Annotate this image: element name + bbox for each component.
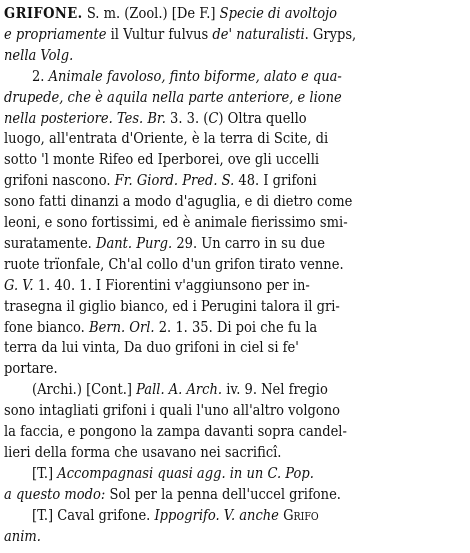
headword: GRIFONE. [4, 4, 83, 22]
entry-text: Animale favoloso, finto biforme, alato e qua- [48, 66, 342, 85]
entry-text: [T.] Caval grifone. [32, 505, 155, 524]
entry-line [4, 357, 400, 379]
entry-line [32, 378, 404, 400]
entry-text: S. m. (Zool.) [De F.] [82, 4, 220, 22]
entry-text: 48. I grifoni [234, 171, 317, 190]
entry-text: grifoni nascono. [4, 171, 115, 190]
entry-text: Sol per la penna dell'uccel grifone. [105, 484, 341, 503]
entry-line [4, 525, 400, 547]
entry-line [4, 232, 400, 254]
entry-line [4, 274, 400, 296]
entry-text: 29. Un carro in su due [172, 233, 325, 252]
entry-text: Specie di avoltojo [219, 4, 337, 22]
entry-line [4, 23, 400, 45]
entry-line [4, 211, 400, 233]
entry-text: sotto 'l monte Rifeo ed Iperborei, ove gli uccelli [4, 150, 320, 169]
entry-line [4, 295, 400, 317]
entry-text: luogo, all'entrata d'Oriente, è la terra di Scite, di [4, 129, 329, 148]
entry-line [4, 399, 400, 421]
entry-text: iv. 9. Nel fregio [222, 380, 328, 399]
entry-line [4, 148, 400, 170]
entry-text: portare. [4, 359, 58, 378]
entry-line [4, 316, 400, 338]
entry-line [4, 169, 400, 191]
entry-text: lieri della forma che usavano nei sacrificî. [4, 442, 282, 461]
entry-text: G. V. [4, 275, 34, 294]
entry-line [4, 441, 400, 463]
entry-line [4, 107, 400, 129]
entry-text: Bern. Orl. [88, 317, 155, 336]
entry-text: Pall. A. Arch. [136, 380, 223, 399]
entry-text: 3. 3. ( [165, 108, 209, 127]
entry-text: 2. [32, 66, 49, 85]
entry-text: 1. 40. 1. I Fiorentini v'aggiunsono per in- [33, 275, 310, 294]
entry-line [32, 65, 404, 87]
entry-text: drupede, che è aquila nella parte anteriore, e lione [4, 87, 342, 106]
entry-text: il Vultur fulvus [106, 24, 213, 43]
entry-line [4, 336, 400, 358]
entry-line [32, 504, 404, 526]
entry-line [4, 44, 400, 66]
entry-text: sono intagliati grifoni i quali l'uno all'altro volgono [4, 401, 341, 420]
entry-line [4, 420, 400, 442]
entry-text: . Gryps, [304, 24, 357, 43]
entry-line [4, 190, 400, 212]
entry-text: ) Oltra quello [218, 108, 307, 127]
entry-line [4, 253, 400, 275]
entry-line [32, 462, 404, 484]
entry-text: nella Volg. [4, 45, 74, 64]
entry-text: leoni, e sono fortissimi, ed è animale fierissimo smi- [4, 213, 348, 231]
entry-text: de' naturalisti [212, 24, 305, 43]
entry-text: terra da lui vinta, Da duo grifoni in ciel si fe' [4, 338, 299, 357]
entry-text: fone bianco. [4, 317, 89, 336]
entry-text: sono fatti dinanzi a modo d'aguglia, e di dietro come [4, 192, 353, 211]
entry-text: la faccia, e pongono la zampa davanti sopra candel- [4, 422, 347, 440]
entry-text: trasegna il giglio bianco, ed i Perugini talora il gri- [4, 296, 340, 315]
entry-text: a questo modo: [4, 484, 106, 503]
entry-text: Grifo [278, 505, 319, 524]
entry-line [4, 483, 400, 505]
entry-text: Dant. Purg. [95, 233, 173, 252]
entry-line [4, 2, 400, 24]
entry-line [4, 127, 400, 149]
entry-text: anim. [4, 526, 41, 545]
entry-line [4, 86, 400, 108]
entry-text: suratamente. [4, 233, 96, 252]
entry-text: 2. 1. 35. Di poi che fu la [154, 317, 318, 336]
entry-text: nella posteriore. Tes. Br. [4, 108, 166, 127]
entry-text: (Archi.) [Cont.] [32, 380, 137, 399]
entry-text: Accompagnasi quasi agg. in un C. Pop. [57, 463, 314, 482]
entry-text: Ippogrifo. V. anche [154, 505, 279, 524]
entry-text: [T.] [32, 463, 58, 482]
entry-text: Fr. Giord. Pred. S. [114, 171, 235, 190]
entry-text: e propriamente [4, 24, 107, 43]
entry-text: C [208, 108, 219, 127]
entry-text: ruote trïonfale, Ch'al collo d'un grifon tirato venne. [4, 254, 344, 273]
